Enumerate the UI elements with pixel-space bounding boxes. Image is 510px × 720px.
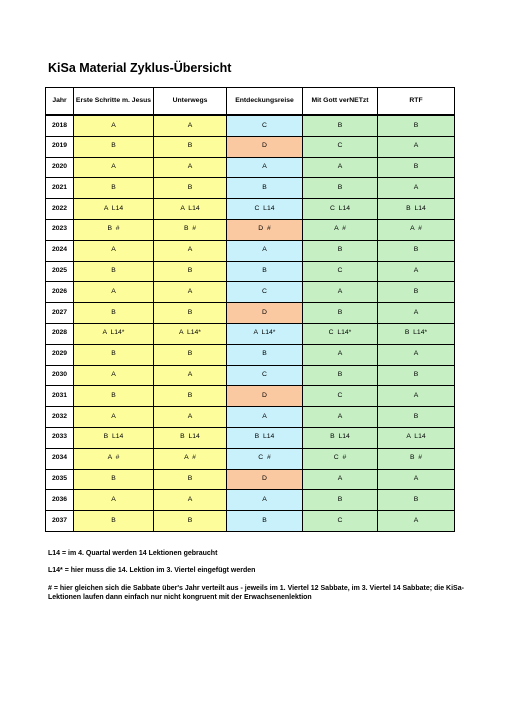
cell-erste-schritte: B bbox=[74, 386, 154, 407]
cell-rtf: A bbox=[378, 303, 455, 324]
cell-entdeckungsreise: B bbox=[227, 344, 303, 365]
table-row bbox=[46, 303, 455, 324]
cell-unterwegs: B bbox=[154, 261, 227, 282]
cell-mit-gott-vernetzt: C bbox=[303, 136, 378, 157]
cell-entdeckungsreise: D # bbox=[227, 219, 303, 240]
year-cell: 2023 bbox=[46, 219, 74, 240]
year-cell: 2029 bbox=[46, 344, 74, 365]
cell-entdeckungsreise: D bbox=[227, 303, 303, 324]
cell-mit-gott-vernetzt: B bbox=[303, 490, 378, 511]
cell-unterwegs: B bbox=[154, 303, 227, 324]
cell-erste-schritte: A L14* bbox=[74, 323, 154, 344]
cell-entdeckungsreise: A bbox=[227, 490, 303, 511]
cell-erste-schritte: B bbox=[74, 469, 154, 490]
cell-erste-schritte: B bbox=[74, 136, 154, 157]
cell-unterwegs: B bbox=[154, 344, 227, 365]
note-l14: L14 = im 4. Quartal werden 14 Lektionen gebraucht bbox=[48, 550, 218, 557]
cell-erste-schritte: A # bbox=[74, 448, 154, 469]
header-mit-gott-vernetzt: Mit Gott verNETzt bbox=[303, 88, 378, 116]
year-cell: 2022 bbox=[46, 199, 74, 220]
cell-unterwegs: B L14 bbox=[154, 427, 227, 448]
cell-mit-gott-vernetzt: A bbox=[303, 282, 378, 303]
note-hash: # = hier gleichen sich die Sabbate über's Jahr verteilt aus - jeweils im 1. Viertel 12 Sabbate, im 3. Viertel 14 Sabbate; die KiSa-Lektionen laufen dann einfach nur nicht kongruent mit der Erwachsenenlektion bbox=[48, 584, 464, 602]
cell-erste-schritte: A bbox=[74, 115, 154, 136]
cell-entdeckungsreise: C # bbox=[227, 448, 303, 469]
cell-rtf: B L14 bbox=[378, 199, 455, 220]
cell-rtf: A bbox=[378, 386, 455, 407]
cell-rtf: B bbox=[378, 282, 455, 303]
year-cell: 2025 bbox=[46, 261, 74, 282]
cell-mit-gott-vernetzt: B bbox=[303, 178, 378, 199]
cell-mit-gott-vernetzt: B bbox=[303, 365, 378, 386]
cell-unterwegs: A bbox=[154, 490, 227, 511]
cell-rtf: B bbox=[378, 157, 455, 178]
table-row bbox=[46, 344, 455, 365]
cell-unterwegs: A bbox=[154, 365, 227, 386]
header-erste-schritte: Erste Schritte m. Jesus bbox=[74, 88, 154, 116]
header-year: Jahr bbox=[46, 88, 74, 116]
table-row bbox=[46, 490, 455, 511]
year-cell: 2035 bbox=[46, 469, 74, 490]
year-cell: 2018 bbox=[46, 115, 74, 136]
notes bbox=[48, 549, 468, 611]
cell-mit-gott-vernetzt: C bbox=[303, 386, 378, 407]
cell-entdeckungsreise: B bbox=[227, 178, 303, 199]
year-cell: 2026 bbox=[46, 282, 74, 303]
cell-entdeckungsreise: C bbox=[227, 282, 303, 303]
cell-mit-gott-vernetzt: C bbox=[303, 261, 378, 282]
cell-rtf: A # bbox=[378, 219, 455, 240]
cell-erste-schritte: A bbox=[74, 157, 154, 178]
cell-unterwegs: A bbox=[154, 282, 227, 303]
header-unterwegs: Unterwegs bbox=[154, 88, 227, 116]
cell-unterwegs: A bbox=[154, 407, 227, 428]
cell-erste-schritte: B bbox=[74, 511, 154, 532]
table-row bbox=[46, 323, 455, 344]
cell-entdeckungsreise: A L14* bbox=[227, 323, 303, 344]
table-row bbox=[46, 427, 455, 448]
cell-mit-gott-vernetzt: B bbox=[303, 303, 378, 324]
table-row bbox=[46, 365, 455, 386]
year-cell: 2027 bbox=[46, 303, 74, 324]
cell-rtf: A bbox=[378, 261, 455, 282]
cell-entdeckungsreise: C bbox=[227, 365, 303, 386]
table-row bbox=[46, 240, 455, 261]
cell-entdeckungsreise: D bbox=[227, 136, 303, 157]
cell-entdeckungsreise: B L14 bbox=[227, 427, 303, 448]
cell-rtf: A L14 bbox=[378, 427, 455, 448]
table-row bbox=[46, 448, 455, 469]
year-cell: 2033 bbox=[46, 427, 74, 448]
cell-entdeckungsreise: A bbox=[227, 407, 303, 428]
cell-entdeckungsreise: D bbox=[227, 386, 303, 407]
cell-unterwegs: B bbox=[154, 178, 227, 199]
cell-rtf: B bbox=[378, 407, 455, 428]
cell-mit-gott-vernetzt: B bbox=[303, 115, 378, 136]
cell-unterwegs: A L14 bbox=[154, 199, 227, 220]
cell-entdeckungsreise: D bbox=[227, 469, 303, 490]
cell-mit-gott-vernetzt: A bbox=[303, 469, 378, 490]
cell-erste-schritte: A bbox=[74, 240, 154, 261]
cell-entdeckungsreise: A bbox=[227, 240, 303, 261]
cell-erste-schritte: A bbox=[74, 282, 154, 303]
year-cell: 2034 bbox=[46, 448, 74, 469]
year-cell: 2030 bbox=[46, 365, 74, 386]
cell-unterwegs: A bbox=[154, 240, 227, 261]
cell-erste-schritte: A bbox=[74, 407, 154, 428]
cell-mit-gott-vernetzt: C bbox=[303, 511, 378, 532]
header-rtf: RTF bbox=[378, 88, 455, 116]
table-row bbox=[46, 136, 455, 157]
year-cell: 2021 bbox=[46, 178, 74, 199]
table-row bbox=[46, 469, 455, 490]
cell-entdeckungsreise: C bbox=[227, 115, 303, 136]
cell-rtf: A bbox=[378, 344, 455, 365]
cell-erste-schritte: A bbox=[74, 365, 154, 386]
cell-mit-gott-vernetzt: C # bbox=[303, 448, 378, 469]
cell-unterwegs: A bbox=[154, 115, 227, 136]
table-row bbox=[46, 178, 455, 199]
cell-erste-schritte: B bbox=[74, 261, 154, 282]
year-cell: 2031 bbox=[46, 386, 74, 407]
cell-rtf: A bbox=[378, 511, 455, 532]
cell-erste-schritte: B L14 bbox=[74, 427, 154, 448]
year-cell: 2019 bbox=[46, 136, 74, 157]
cell-unterwegs: B bbox=[154, 136, 227, 157]
year-cell: 2032 bbox=[46, 407, 74, 428]
cell-rtf: A bbox=[378, 136, 455, 157]
cell-mit-gott-vernetzt: C L14* bbox=[303, 323, 378, 344]
year-cell: 2036 bbox=[46, 490, 74, 511]
cell-unterwegs: A bbox=[154, 157, 227, 178]
table-row bbox=[46, 199, 455, 220]
cell-mit-gott-vernetzt: B L14 bbox=[303, 427, 378, 448]
cell-rtf: B bbox=[378, 490, 455, 511]
cell-entdeckungsreise: B bbox=[227, 261, 303, 282]
cell-mit-gott-vernetzt: C L14 bbox=[303, 199, 378, 220]
cell-erste-schritte: A bbox=[74, 490, 154, 511]
cell-rtf: B bbox=[378, 115, 455, 136]
cell-entdeckungsreise: B bbox=[227, 511, 303, 532]
cell-rtf: A bbox=[378, 178, 455, 199]
cell-mit-gott-vernetzt: A bbox=[303, 407, 378, 428]
cell-erste-schritte: B bbox=[74, 303, 154, 324]
cell-rtf: B bbox=[378, 240, 455, 261]
cell-unterwegs: B bbox=[154, 469, 227, 490]
cell-unterwegs: B bbox=[154, 511, 227, 532]
year-cell: 2024 bbox=[46, 240, 74, 261]
header-row bbox=[46, 88, 455, 116]
cell-rtf: B # bbox=[378, 448, 455, 469]
cell-entdeckungsreise: C L14 bbox=[227, 199, 303, 220]
table-row bbox=[46, 407, 455, 428]
year-cell: 2020 bbox=[46, 157, 74, 178]
header-entdeckungsreise: Entdeckungsreise bbox=[227, 88, 303, 116]
cell-mit-gott-vernetzt: B bbox=[303, 240, 378, 261]
cycle-table bbox=[45, 87, 455, 532]
cell-rtf: B bbox=[378, 365, 455, 386]
year-cell: 2037 bbox=[46, 511, 74, 532]
cell-rtf: B L14* bbox=[378, 323, 455, 344]
cell-erste-schritte: B bbox=[74, 178, 154, 199]
table-row bbox=[46, 511, 455, 532]
cell-erste-schritte: B # bbox=[74, 219, 154, 240]
cell-unterwegs: A # bbox=[154, 448, 227, 469]
table-row bbox=[46, 115, 455, 136]
cell-mit-gott-vernetzt: A # bbox=[303, 219, 378, 240]
cell-mit-gott-vernetzt: A bbox=[303, 157, 378, 178]
cell-mit-gott-vernetzt: A bbox=[303, 344, 378, 365]
table-row bbox=[46, 282, 455, 303]
cell-unterwegs: A L14* bbox=[154, 323, 227, 344]
table-row bbox=[46, 261, 455, 282]
cell-entdeckungsreise: A bbox=[227, 157, 303, 178]
cell-erste-schritte: B bbox=[74, 344, 154, 365]
table-row bbox=[46, 219, 455, 240]
table-row bbox=[46, 157, 455, 178]
table-row bbox=[46, 386, 455, 407]
cell-unterwegs: B bbox=[154, 386, 227, 407]
note-l14-star: L14* = hier muss die 14. Lektion im 3. Viertel eingefügt werden bbox=[48, 567, 256, 575]
year-cell: 2028 bbox=[46, 323, 74, 344]
page-title: KiSa Material Zyklus-Übersicht bbox=[48, 61, 232, 75]
cell-rtf: A bbox=[378, 469, 455, 490]
cell-unterwegs: B # bbox=[154, 219, 227, 240]
cell-erste-schritte: A L14 bbox=[74, 199, 154, 220]
